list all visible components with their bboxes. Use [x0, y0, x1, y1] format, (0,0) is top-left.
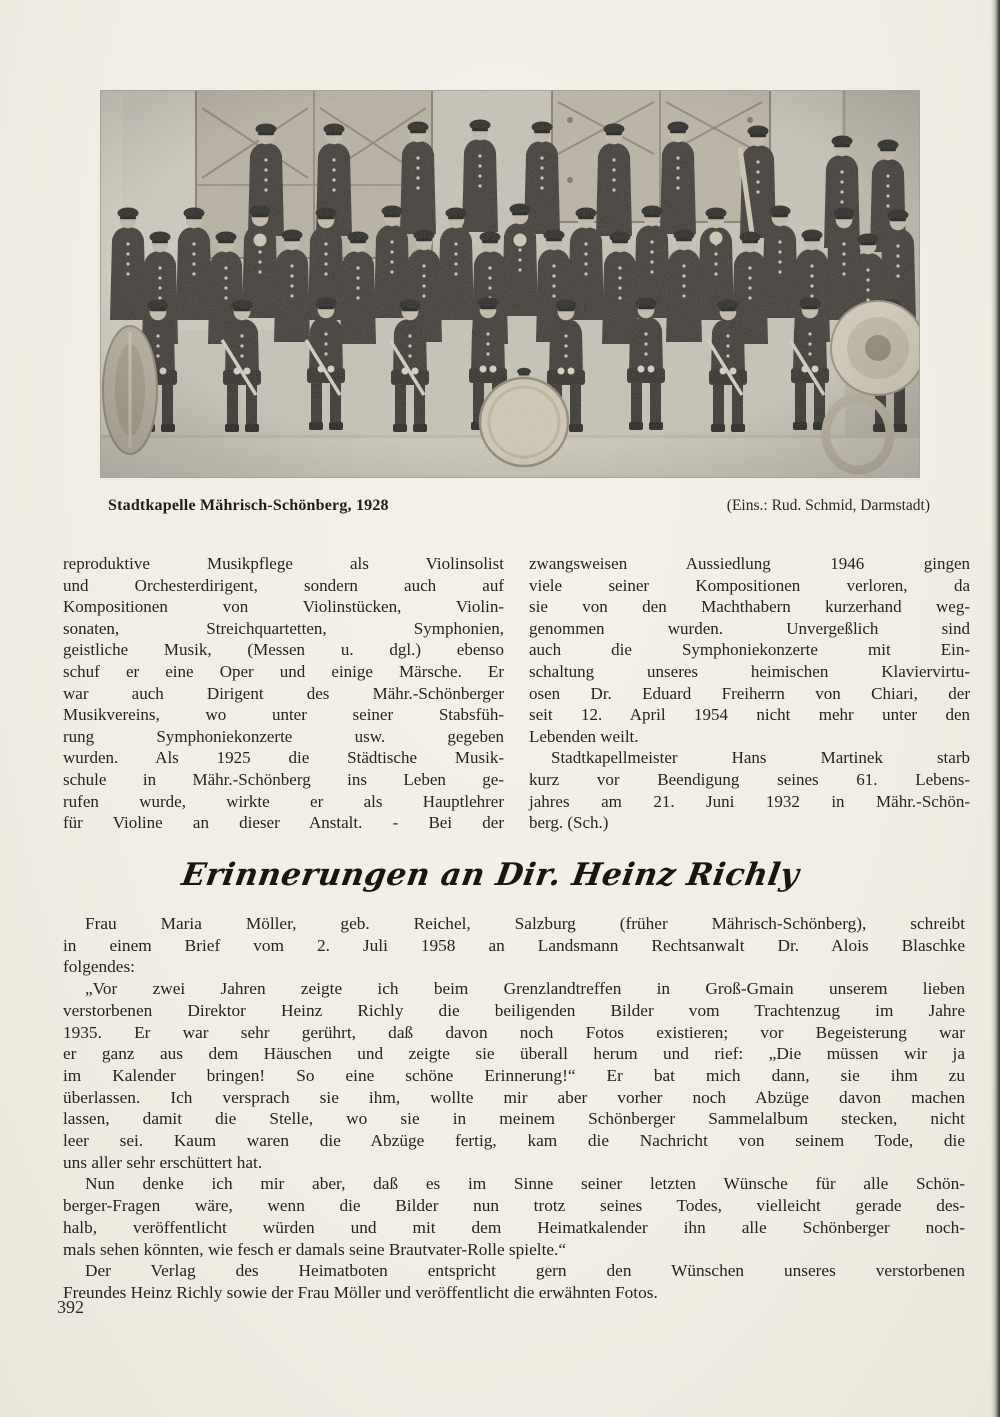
text-line: halb, veröffentlicht würden und mit dem Heimatkalender ihn alle Schönberger noch-: [63, 1217, 965, 1237]
article-title-text: Erinnerungen an Dir. Heinz Richly: [178, 857, 802, 893]
photo-caption: Stadtkapelle Mährisch-Schönberg, 1928: [108, 497, 389, 514]
text-line: überlassen. Ich versprach sie ihm, wollte mir aber vorher noch Abzüge davon machen: [63, 1087, 965, 1107]
text-line: genommen wurden. Unvergeßlich sind: [529, 618, 970, 638]
text-line: in einem Brief vom 2. Juli 1958 an Landsmann Rechtsanwalt Dr. Alois Blaschke: [63, 935, 965, 955]
page-number: 392: [57, 1297, 84, 1317]
text-line: Frau Maria Möller, geb. Reichel, Salzburg (früher Mährisch-Schönberg), schreibt: [85, 914, 965, 933]
text-line: sonaten, Streichquartetten, Symphonien,: [63, 618, 504, 638]
text-line: zwangsweisen Aussiedlung 1946 gingen: [529, 554, 970, 573]
text-line: reproduktive Musikpflege als Violinsolist: [63, 554, 504, 573]
text-line: verstorbenen Direktor Heinz Richly die beiligenden Bilder vom Trachtenzug im Jahre: [63, 1000, 965, 1020]
text-line: schule in Mähr.-Schönberg ins Leben ge-: [63, 769, 504, 789]
scan-edge-shadow: [991, 0, 1000, 1417]
text-line: lassen, damit die Stelle, wo sie in meinem Schönberger Sammelalbum stecken, nicht: [63, 1109, 965, 1129]
text-line: 1935. Er war sehr gerührt, daß davon noch Fotos existieren; vor Begeisterung war: [63, 1022, 965, 1042]
text-line: „Vor zwei Jahren zeigte ich beim Grenzlandtreffen in Groß-Gmain unserem lieben: [85, 979, 965, 999]
text-line: und Orchesterdirigent, sondern auch auf: [63, 575, 504, 595]
photo-caption-row: [108, 496, 930, 516]
text-line: Freundes Heinz Richly sowie der Frau Möller und veröffentlicht die erwähnten Fotos.: [63, 1282, 658, 1302]
text-line: uns aller sehr erschüttert hat.: [63, 1152, 263, 1172]
text-line: kurz vor Beendigung seines 61. Lebens-: [529, 769, 970, 789]
text-line: auch die Symphoniekonzerte mit Ein-: [529, 640, 970, 660]
photo-credit: (Eins.: Rud. Schmid, Darmstadt): [726, 497, 930, 514]
text-line: leer sei. Kaum waren die Abzüge fertig, kam die Nachricht von seinem Tode, die: [63, 1131, 965, 1151]
text-line: Nun denke ich mir aber, daß es im Sinne seiner letzten Wünsche für alle Schön-: [85, 1174, 965, 1194]
text-line: wurden. Als 1925 die Städtische Musik-: [63, 748, 504, 768]
article-title: [0, 856, 980, 895]
band-photo-canvas: [100, 90, 920, 478]
text-line: im Kalender bringen! So eine schöne Erinnerung!“ Er bat mich dann, sie ihm zu: [63, 1065, 965, 1085]
text-line: Musikvereins, wo unter seiner Stabsfüh-: [63, 705, 504, 725]
text-line: sie von den Machthabern kurzerhand weg-: [529, 597, 970, 617]
band-photo: [100, 90, 920, 478]
text-line: Der Verlag des Heimatboten entspricht gern den Wünschen unseres verstorbenen: [85, 1261, 965, 1281]
text-line: rung Symphoniekonzerte usw. gegeben: [63, 726, 504, 746]
text-line: Lebenden weilt.: [529, 726, 639, 746]
text-line: Stadtkapellmeister Hans Martinek starb: [551, 748, 970, 768]
text-line: viele seiner Kompositionen verloren, da: [529, 575, 970, 595]
text-line: osen Dr. Eduard Freiherrn von Chiari, der: [529, 683, 970, 703]
text-line: seit 12. April 1954 nicht mehr unter den: [529, 705, 970, 725]
text-line: berg. (Sch.): [529, 813, 609, 833]
obituary-right-column: [529, 553, 970, 834]
text-line: schaltung unseres heimischen Klaviervirtu-: [529, 661, 970, 681]
text-line: Kompositionen von Violinstücken, Violin-: [63, 597, 504, 617]
text-line: war auch Dirigent des Mähr.-Schönberger: [63, 683, 504, 703]
text-line: geistliche Musik, (Messen u. dgl.) ebenso: [63, 640, 504, 660]
text-line: jahres am 21. Juni 1932 in Mähr.-Schön-: [529, 791, 970, 811]
text-line: er ganz aus dem Häuschen und zeigte sie überall herum und rief: „Die müssen wir ja: [63, 1044, 965, 1064]
photo-vignette: [100, 90, 920, 478]
text-line: folgendes:: [63, 957, 135, 977]
text-line: mals sehen könnten, wie fesch er damals seine Brautvater-Rolle spielte.“: [63, 1239, 567, 1259]
text-line: schuf er eine Oper und einige Märsche. Er: [63, 661, 504, 681]
obituary-columns: [63, 553, 970, 834]
text-line: für Violine an dieser Anstalt. - Bei der: [63, 813, 504, 833]
obituary-left-column: [63, 553, 504, 834]
memories-paragraphs: [63, 913, 965, 1304]
text-line: berger-Fragen wäre, wenn die Bilder nun trotz seines Todes, vielleicht gerade des-: [63, 1196, 965, 1216]
text-line: rufen wurde, wirkte er als Hauptlehrer: [63, 791, 504, 811]
